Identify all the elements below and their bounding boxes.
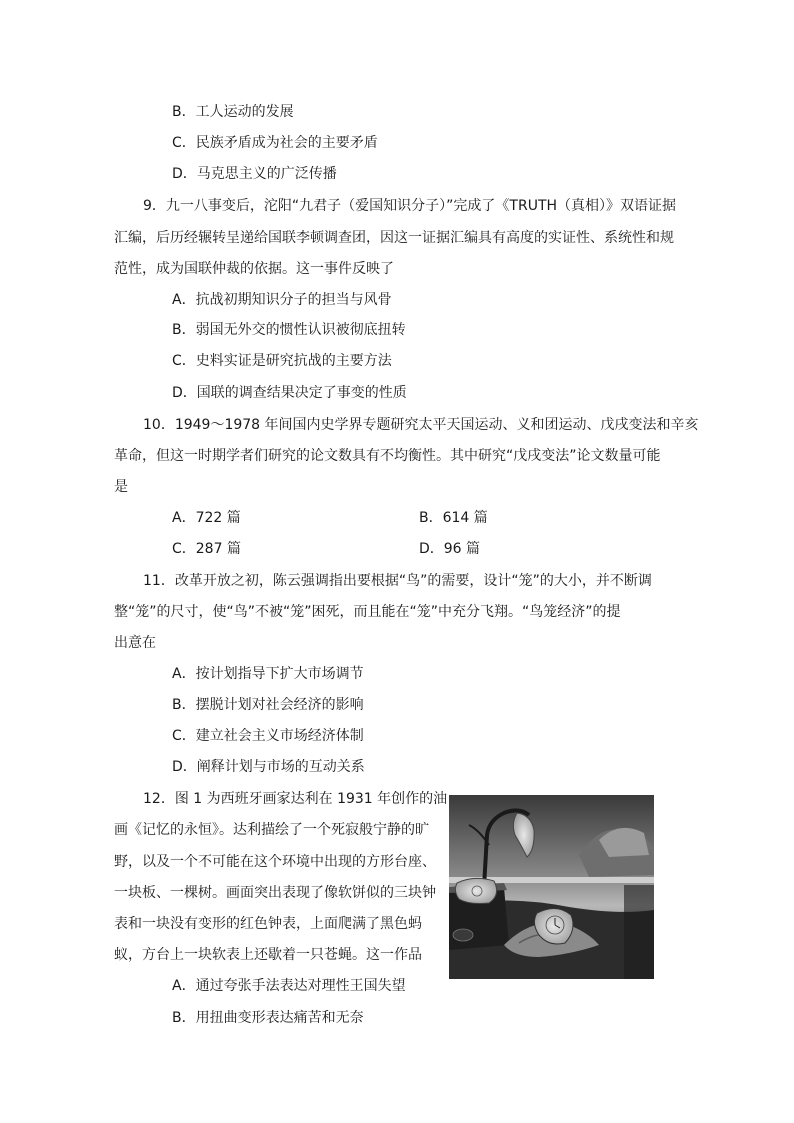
q9-option-c: C．史料实证是研究抗战的主要方法	[172, 353, 392, 369]
q12-stem-line-4: 一块板、一棵树。画面突出表现了像软饼似的三块钟	[114, 885, 436, 901]
q8-option-b: B．工人运动的发展	[172, 104, 294, 120]
q8-option-c: C．民族矛盾成为社会的主要矛盾	[172, 135, 378, 151]
q9-option-a: A．抗战初期知识分子的担当与风骨	[172, 292, 392, 308]
q12-stem-line-6: 蚁，方台上一块软表上还歇着一只苍蝇。这一作品	[114, 947, 422, 963]
q11-option-d: D．阐释计划与市场的互动关系	[172, 759, 365, 775]
q9-stem-line-2: 汇编，后历经辗转呈递给国联李顿调查团，因这一证据汇编具有高度的实证性、系统性和规	[114, 230, 674, 246]
q12-stem-line-3: 野，以及一个不可能在这个环境中出现的方形台座、	[114, 854, 436, 870]
q10-option-d: D．96 篇	[419, 541, 481, 557]
q9-stem-line-1: 9．九一八事变后，沱阳“九君子（爱国知识分子）”完成了《TRUTH（真相）》双语证据	[143, 198, 677, 214]
q11-option-c: C．建立社会主义市场经济体制	[172, 728, 364, 744]
q11-stem-line-3: 出意在	[114, 635, 156, 651]
q9-option-d: D．国联的调查结果决定了事变的性质	[172, 385, 407, 401]
q12-option-a: A．通过夸张手法表达对理性王国失望	[172, 978, 406, 994]
q10-stem-line-2: 革命，但这一时期学者们研究的论文数具有不均衡性。其中研究“戊戌变法”论文数量可能	[114, 448, 661, 464]
figure-persistence-of-memory	[449, 795, 654, 979]
q10-stem-line-3: 是	[114, 479, 128, 495]
q11-option-a: A．按计划指导下扩大市场调节	[172, 666, 364, 682]
q10-option-c: C．287 篇	[172, 541, 241, 557]
q10-option-b: B．614 篇	[419, 510, 488, 526]
q12-stem-line-5: 表和一块没有变形的红色钟表，上面爬满了黑色蚂	[114, 916, 422, 932]
q11-stem-line-2: 整“笼”的尺寸，使“鸟”不被“笼”困死，而且能在“笼”中充分飞翔。“鸟笼经济”的提	[114, 604, 621, 620]
q11-option-b: B．摆脱计划对社会经济的影响	[172, 697, 364, 713]
q12-option-b: B．用扭曲变形表达痛苦和无奈	[172, 1010, 364, 1026]
q11-stem-line-1: 11．改革开放之初，陈云强调指出要根据“鸟”的需要，设计“笼”的大小，并不断调	[143, 573, 652, 589]
q10-option-a: A．722 篇	[172, 510, 241, 526]
q8-option-d: D．马克思主义的广泛传播	[172, 166, 337, 182]
q12-stem-line-1: 12．图 1 为西班牙画家达利在 1931 年创作的油	[143, 791, 448, 807]
q9-stem-line-3: 范性，成为国联仲裁的依据。这一事件反映了	[114, 261, 394, 277]
q12-stem-line-2: 画《记忆的永恒》。达利描绘了一个死寂般宁静的旷	[114, 822, 429, 838]
q10-stem-line-1: 10．1949～1978 年间国内史学界专题研究太平天国运动、义和团运动、戊戌变法和辛亥	[143, 417, 699, 433]
q9-option-b: B．弱国无外交的惯性认识被彻底扭转	[172, 322, 406, 338]
